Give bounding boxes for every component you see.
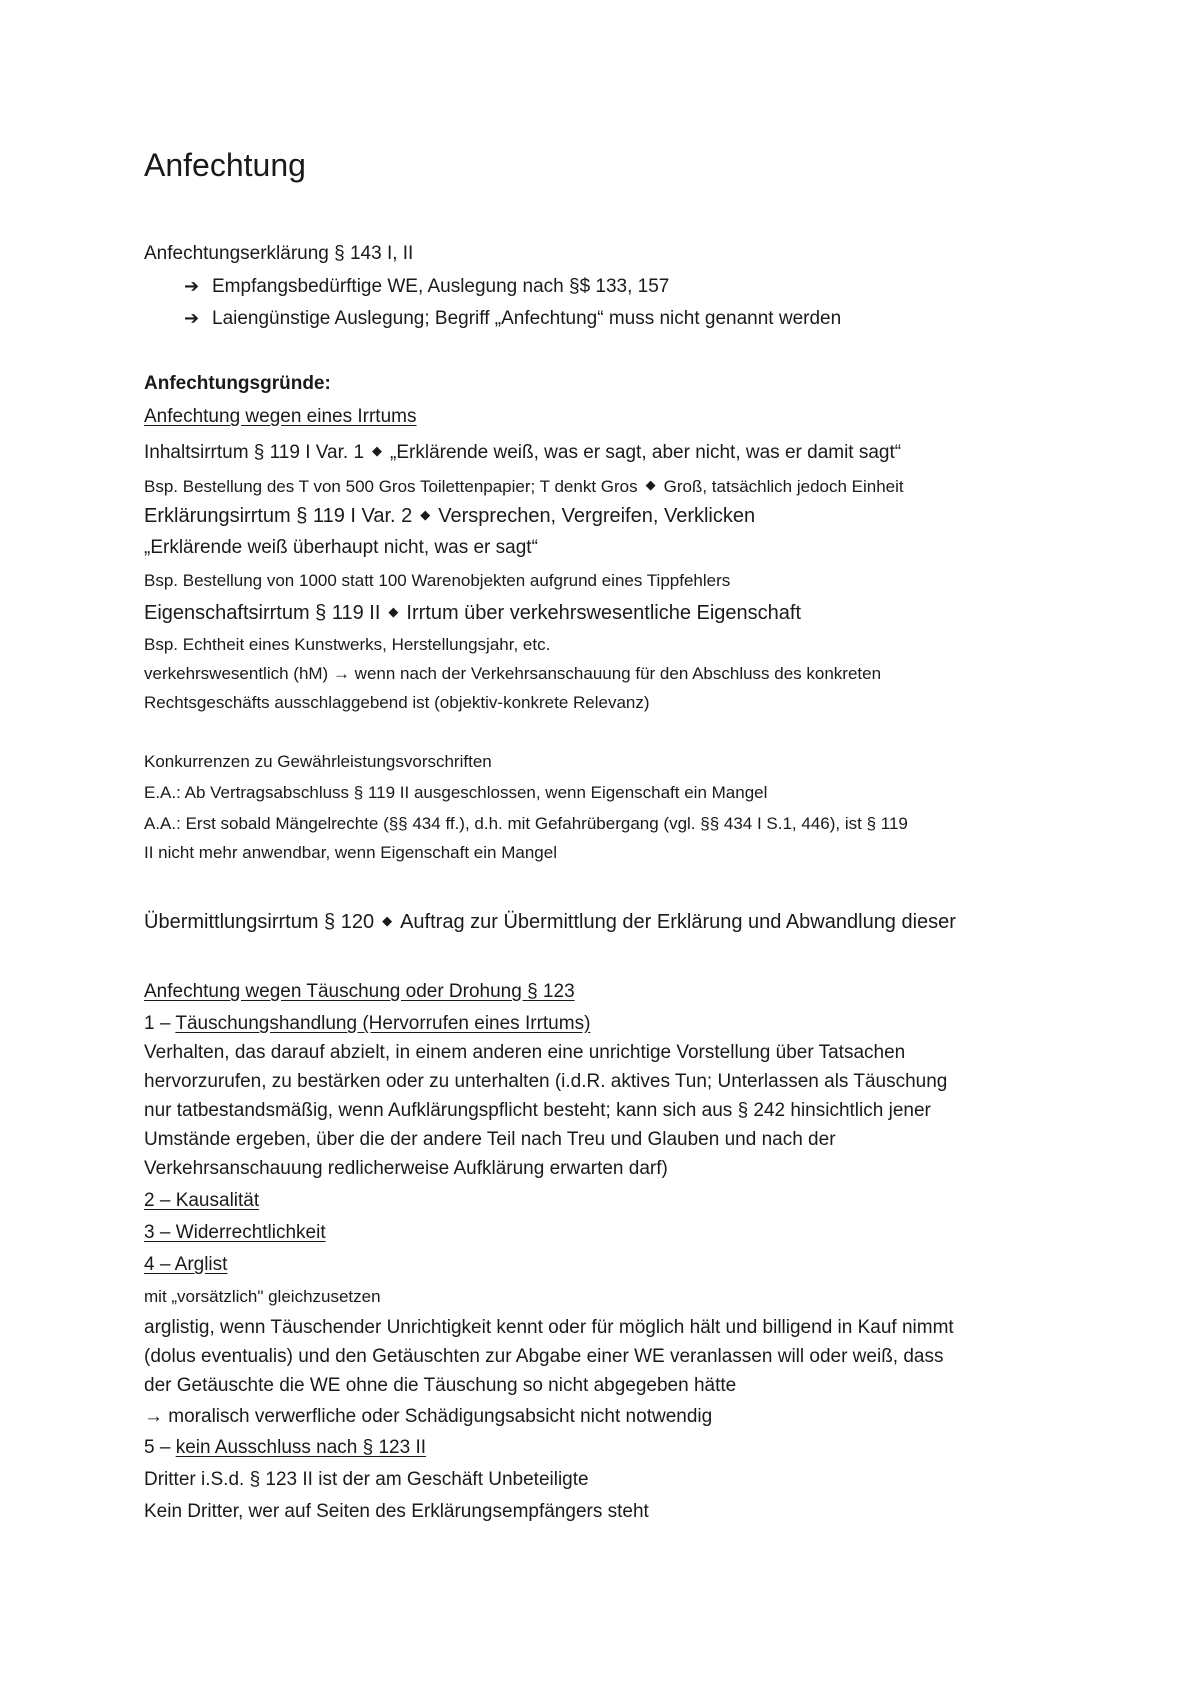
eigenschaftsirrtum-line (144, 600, 801, 625)
document-page (144, 0, 1084, 1698)
example-text: Groß, tatsächlich jedoch Einheit (663, 477, 904, 496)
erklaerungsirrtum-example: Bsp. Bestellung von 1000 statt 100 Warenobjekten aufgrund eines Tippfehlers (144, 571, 731, 590)
bullet-text: Empfangsbedürftige WE, Auslegung nach §$ 133, 157 (212, 276, 670, 297)
konkurrenzen-ea: E.A.: Ab Vertragsabschluss § 119 II ausgeschlossen, wenn Eigenschaft ein Mangel (144, 783, 768, 802)
diamond-icon: ◆ (382, 913, 393, 928)
inhaltsirrtum-label: Inhaltsirrtum § 119 I Var. 1 (144, 442, 365, 463)
dritter-text-1: Dritter i.S.d. § 123 II ist der am Geschäft Unbeteiligte (144, 1469, 589, 1490)
taeuschung-point-3: 3 – Widerrechtlichkeit (144, 1222, 326, 1243)
verkehrswesentlich-line-1: verkehrswesentlich (hM) → wenn nach der Verkehrsanschauung für den Abschluss des konkreten (144, 664, 882, 683)
uebermittlungsirrtum-desc: Auftrag zur Übermittlung der Erklärung und Abwandlung dieser (400, 911, 956, 933)
bullet-text: Laiengünstige Auslegung; Begriff „Anfechtung“ muss nicht genannt werden (212, 308, 842, 329)
erklaerungsirrtum-quote: „Erklärende weiß überhaupt nicht, was er sagt“ (144, 537, 538, 558)
diamond-icon: ◆ (420, 507, 431, 522)
uebermittlungsirrtum-line (144, 909, 956, 934)
diamond-icon: ◆ (388, 604, 399, 619)
konkurrenzen-aa-1: A.A.: Erst sobald Mängelrechte (§§ 434 ff.), d.h. mit Gefahrübergang (vgl. §§ 434 I S.1, 446), ist § 119 (144, 814, 908, 833)
dritter-text-2: Kein Dritter, wer auf Seiten des Erklärungsempfängers steht (144, 1501, 649, 1522)
arrow-right-icon: ➔ (184, 308, 200, 328)
eigenschaftsirrtum-label: Eigenschaftsirrtum § 119 II (144, 602, 381, 624)
inhaltsirrtum-desc: „Erklärende weiß, was er sagt, aber nicht, was er damit sagt“ (390, 442, 902, 463)
diamond-icon: ◆ (372, 443, 383, 458)
taeuschung-point-1 (144, 1012, 590, 1036)
taeuschung-text-5: Verkehrsanschauung redlicherweise Aufklärung erwarten darf) (144, 1158, 668, 1179)
taeuschung-heading: Anfechtung wegen Täuschung oder Drohung § 123 (144, 981, 575, 1002)
inhaltsirrtum-line (144, 439, 901, 465)
point-title: Täuschungshandlung (Hervorrufen eines Irrtums) (175, 1013, 591, 1034)
eigenschaftsirrtum-desc: Irrtum über verkehrswesentliche Eigenschaft (406, 602, 802, 624)
arrow-right-icon: ➔ (184, 276, 200, 296)
erklaerung-bullet-1 (184, 274, 669, 299)
taeuschung-point-2: 2 – Kausalität (144, 1190, 260, 1211)
arglist-text-1: mit „vorsätzlich" gleichzusetzen (144, 1287, 381, 1306)
point-title: kein Ausschluss nach § 123 II (175, 1437, 427, 1458)
eigenschaftsirrtum-example: Bsp. Echtheit eines Kunstwerks, Herstellungsjahr, etc. (144, 635, 551, 654)
point-number: 1 – (144, 1013, 176, 1034)
arglist-text-3: (dolus eventualis) und den Getäuschten zur Abgabe einer WE veranlassen will oder weiß, dass (144, 1346, 944, 1367)
erklaerungsirrtum-line (144, 503, 755, 528)
taeuschung-point-4: 4 – Arglist (144, 1254, 228, 1275)
arglist-text-4: der Getäuschte die WE ohne die Täuschung so nicht abgegeben hätte (144, 1375, 737, 1396)
taeuschung-text-1: Verhalten, das darauf abzielt, in einem anderen eine unrichtige Vorstellung über Tatsachen (144, 1042, 906, 1063)
konkurrenzen-heading: Konkurrenzen zu Gewährleistungsvorschriften (144, 752, 492, 771)
taeuschung-text-3: nur tatbestandsmäßig, wenn Aufklärungspflicht besteht; kann sich aus § 242 hinsichtlich jener (144, 1100, 931, 1121)
konkurrenzen-aa-2: II nicht mehr anwendbar, wenn Eigenschaft ein Mangel (144, 843, 557, 862)
inhaltsirrtum-example (144, 473, 904, 499)
taeuschung-point-5 (144, 1436, 426, 1460)
arglist-text-2: arglistig, wenn Täuschender Unrichtigkeit kennt oder für möglich hält und billigend in Kauf nimmt (144, 1317, 954, 1338)
taeuschung-text-4: Umstände ergeben, über die der andere Teil nach Treu und Glauben und nach der (144, 1129, 836, 1150)
point-number: 5 – (144, 1437, 176, 1458)
arglist-text-5: → moralisch verwerfliche oder Schädigungsabsicht nicht notwendig (144, 1406, 713, 1427)
erklaerung-heading: Anfechtungserklärung § 143 I, II (144, 243, 414, 264)
erklaerungsirrtum-desc: Versprechen, Vergreifen, Verklicken (438, 505, 756, 527)
verkehrswesentlich-line-2: Rechtsgeschäfts ausschlaggebend ist (objektiv-konkrete Relevanz) (144, 693, 650, 712)
example-text: Bsp. Bestellung des T von 500 Gros Toilettenpapier; T denkt Gros (144, 477, 638, 496)
irrtum-heading: Anfechtung wegen eines Irrtums (144, 406, 417, 427)
erklaerungsirrtum-label: Erklärungsirrtum § 119 I Var. 2 (144, 505, 413, 527)
taeuschung-text-2: hervorzurufen, zu bestärken oder zu unterhalten (i.d.R. aktives Tun; Unterlassen als Täuschung (144, 1071, 948, 1092)
erklaerung-bullet-2 (184, 306, 841, 331)
gruende-heading: Anfechtungsgründe: (144, 373, 331, 394)
uebermittlungsirrtum-label: Übermittlungsirrtum § 120 (144, 911, 375, 933)
document-title: Anfechtung (144, 147, 306, 183)
diamond-icon: ◆ (645, 477, 656, 492)
